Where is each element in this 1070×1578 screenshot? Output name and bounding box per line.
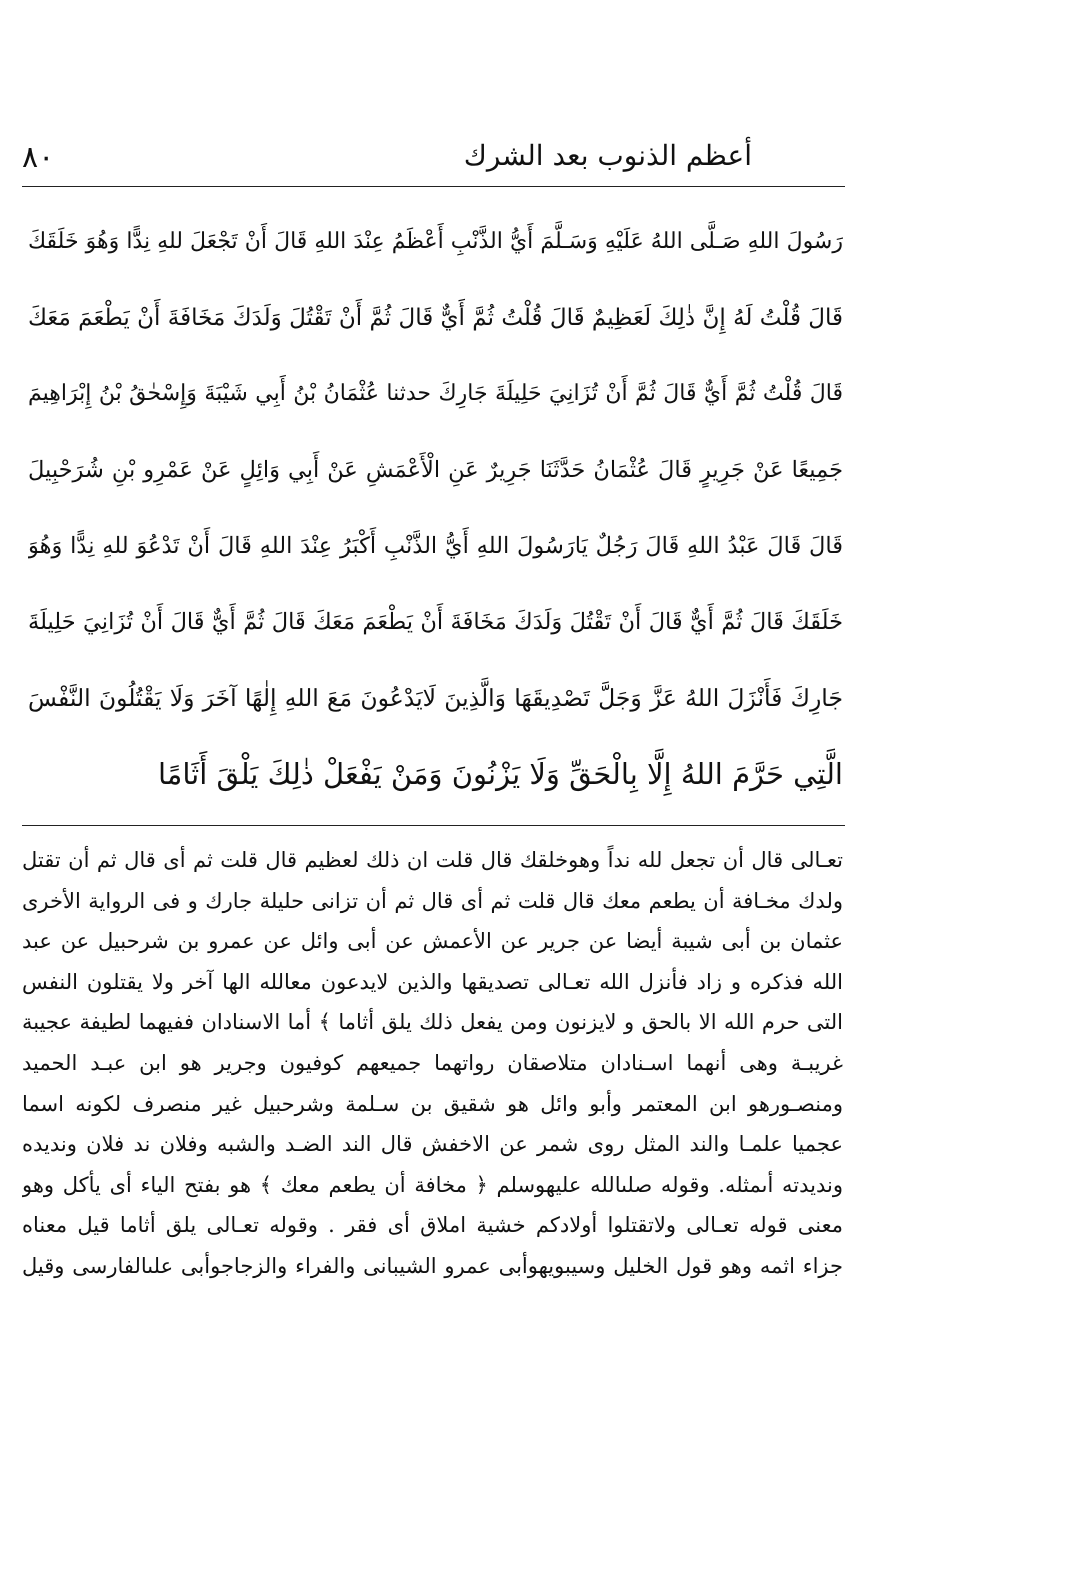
hadith-line: رَسُولَ اللهِ صَـلَّى اللهُ عَلَيْهِ وَسَـلَّمَ أَيُّ الذَّنْبِ أَعْظَمُ عِنْدَ اللهِ قَالَ أَنْ تَجْعَلَ للهِ نِدًّا وَهُوَ خَلَقَكَ (28, 229, 843, 254)
hadith-text (28, 204, 843, 812)
commentary-line: ونديدته أىمثله. وقوله صلىالله عليهوسلم ﴿ مخافة أن يطعم معك ﴾ هو بفتح الياء أى يأكل وهو (22, 1172, 843, 1197)
hadith-line: جَارِكَ فَأَنْزَلَ اللهُ عَزَّ وَجَلَّ تَصْدِيقَهَا وَالَّذِينَ لَايَدْعُونَ مَعَ اللهِ إِلٰهًا آخَرَ وَلَا يَقْتُلُونَ النَّفْسَ (28, 684, 843, 712)
commentary-line: عجميا علمـا والند المثل روى شمر عن الاخفش قال الند الضـد والشبه وفلان ند فلان ونديده (22, 1132, 843, 1157)
page-header (22, 132, 870, 182)
commentary-line: عثمان بن أبى شيبة أيضا عن جرير عن الأعمش عن أبى وائل عن عمرو بن شرحبيل عن عبد (22, 929, 843, 954)
commentary-line: جزاء اثمه وهو قول الخليل وسيبويهوأبى عمرو الشيبانى والفراء والزجاجوأبى علىالفارسى وقيل (22, 1253, 843, 1278)
commentary-line: التى حرم الله الا بالحق و لايزنون ومن يفعل ذلك يلق أثاما ﴾ أما الاسنادان ففيهما لطيفة عجيبة (22, 1010, 843, 1035)
hadith-line: قَالَ قَالَ عَبْدُ اللهِ قَالَ رَجُلٌ يَارَسُولَ اللهِ أَيُّ الذَّنْبِ أَكْبَرُ عِنْدَ اللهِ قَالَ أَنْ تَدْعُوَ للهِ نِدًّا وَهُوَ (28, 533, 843, 559)
commentary-line: ومنصـورهو ابن المعتمر وأبو وائل هو شقيق بن سـلمة وشرحبيل غير منصرف لكونه اسما (22, 1091, 843, 1116)
commentary-line: تعـالى قال أن تجعل لله نداً وهوخلقك قال قلت ان ذلك لعظيم قال قلت ثم أى قال ثم أن تقتل (22, 848, 843, 872)
running-title: أعظم الذنوب بعد الشرك (463, 139, 752, 172)
commentary-line: غريبـة وهى أنهما اسـنادان متلاصقان رواتهما جميعهم كوفيون وجرير هو ابن عبـد الحميد (22, 1050, 843, 1075)
hadith-line: الَّتِي حَرَّمَ اللهُ إِلَّا بِالْحَقِّ وَلَا يَزْنُونَ وَمَنْ يَفْعَلْ ذٰلِكَ يَلْقَ أَثَامًا (157, 757, 843, 791)
header-rule (22, 186, 845, 187)
hadith-line: قَالَ قُلْتُ لَهُ إِنَّ ذٰلِكَ لَعَظِيمٌ قَالَ قُلْتُ ثُمَّ أَيٌّ قَالَ ثُمَّ أَنْ تَقْتُلَ وَلَدَكَ مَخَافَةَ أَنْ يَطْعَمَ مَعَكَ (28, 305, 843, 331)
commentary-line: ولدك مخـافة أن يطعم معك قال قلت ثم أى قال ثم أن تزانى حليلة جارك و فى الرواية الأخرى (22, 888, 843, 913)
hadith-line: جَمِيعًا عَنْ جَرِيرٍ قَالَ عُثْمَانُ حَدَّثَنَا جَرِيرٌ عَنِ الْأَعْمَشِ عَنْ أَبِي وَائِلٍ عَنْ عَمْرِو بْنِ شُرَحْبِيلَ (28, 457, 843, 483)
commentary-line: معنى قوله تعـالى ولاتقتلوا أولادكم خشية املاق أى فقر . وقوله تعـالى يلق أثاما قيل معناه (22, 1213, 843, 1238)
page-number: ٨٠ (22, 140, 55, 175)
commentary-line: الله فذكره و زاد فأنزل الله تعـالى تصديقها والذين لايدعون معالله الها آخر ولا يقتلون النفس (22, 969, 843, 994)
hadith-line: خَلَقَكَ قَالَ ثُمَّ أَيٌّ قَالَ أَنْ تَقْتُلَ وَلَدَكَ مَخَافَةَ أَنْ يَطْعَمَ مَعَكَ قَالَ ثُمَّ أَيٌّ قَالَ أَنْ تُزَانِيَ حَلِيلَةَ (28, 609, 843, 635)
commentary-text (22, 840, 843, 1287)
commentary-separator (22, 825, 845, 826)
hadith-line: قَالَ قُلْتُ ثُمَّ أَيٌّ قَالَ ثُمَّ أَنْ تُزَانِيَ حَلِيلَةَ جَارِكَ حدثنا عُثْمَانُ بْنُ أَبِي شَيْبَةَ وَإِسْحٰقُ بْنُ إِبْرَاهِيمَ (28, 381, 843, 406)
